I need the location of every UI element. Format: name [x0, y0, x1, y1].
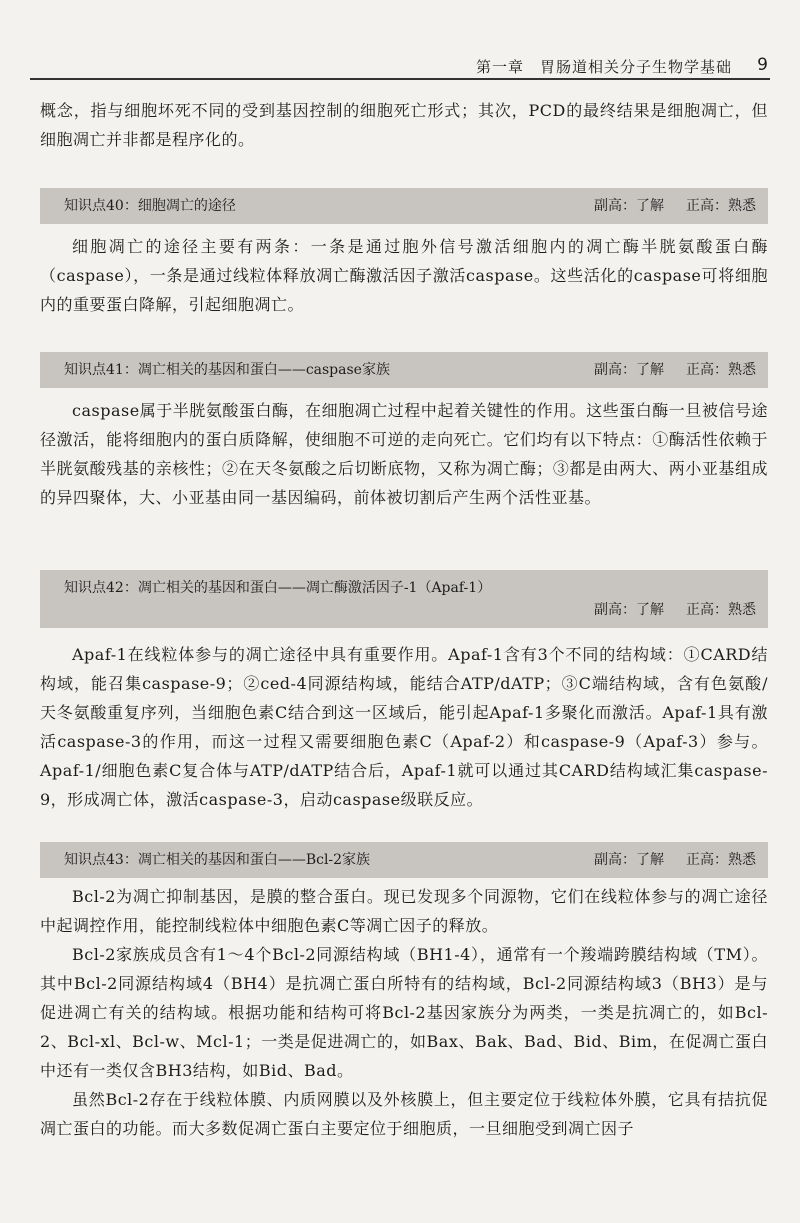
kp41-senior-label: 副高：了解	[594, 362, 664, 378]
kp42-full-label: 正高：熟悉	[686, 602, 756, 618]
kp40-body	[40, 232, 768, 319]
kp43-title: 知识点43：凋亡相关的基因和蛋白——Bcl-2家族	[64, 852, 371, 868]
knowledge-point-40-bar	[40, 188, 768, 224]
kp43-paragraph-2: Bcl-2家族成员含有1～4个Bcl-2同源结构域（BH1-4），通常有一个羧端跨膜结构域（TM）。其中Bcl-2同源结构域4（BH4）是抗凋亡蛋白所特有的结构域，Bcl-2同源结构域3（BH3）是与促进凋亡有关的结构域。根据功能和结构可将Bcl-2基因家族分为两类，一类是抗凋亡的，如Bcl-2、Bcl-xl、Bcl-w、Mcl-1；一类是促进凋亡的，如Bax、Bak、Bad、Bid、Bim，在促凋亡蛋白中还有一类仅含BH3结构，如Bid、Bad。	[40, 945, 768, 1080]
intro-section	[40, 96, 768, 154]
kp40-senior-label: 副高：了解	[594, 198, 664, 214]
page-number: 9	[757, 55, 768, 75]
knowledge-point-42-bar	[40, 570, 768, 628]
kp40-paragraph: 细胞凋亡的途径主要有两条：一条是通过胞外信号激活细胞内的凋亡酶半胱氨酸蛋白酶（caspase），一条是通过线粒体释放凋亡酶激活因子激活caspase。这些活化的caspase可将细胞内的重要蛋白降解，引起细胞凋亡。	[40, 237, 768, 314]
kp42-senior-label: 副高：了解	[594, 602, 664, 618]
kp41-paragraph: caspase属于半胱氨酸蛋白酶，在细胞凋亡过程中起着关键性的作用。这些蛋白酶一旦被信号途径激活，能将细胞内的蛋白质降解，使细胞不可逆的走向死亡。它们均有以下特点：①酶活性依赖于半胱氨酸残基的亲核性；②在天冬氨酸之后切断底物，又称为凋亡酶；③都是由两大、两小亚基组成的异四聚体，大、小亚基由同一基因编码，前体被切割后产生两个活性亚基。	[40, 401, 768, 507]
knowledge-point-41-bar	[40, 352, 768, 388]
kp43-paragraph-3: 虽然Bcl-2存在于线粒体膜、内质网膜以及外核膜上，但主要定位于线粒体外膜，它具有拮抗促凋亡蛋白的功能。而大多数促凋亡蛋白主要定位于细胞质，一旦细胞受到凋亡因子	[40, 1090, 768, 1138]
kp41-title: 知识点41：凋亡相关的基因和蛋白——caspase家族	[64, 362, 390, 378]
kp41-full-label: 正高：熟悉	[686, 362, 756, 378]
knowledge-point-43-bar	[40, 842, 768, 878]
kp40-title: 知识点40：细胞凋亡的途径	[64, 198, 236, 214]
kp42-body	[40, 640, 768, 814]
kp43-senior-label: 副高：了解	[594, 852, 664, 868]
kp43-paragraph-1: Bcl-2为凋亡抑制基因，是膜的整合蛋白。现已发现多个同源物，它们在线粒体参与的凋亡途径中起调控作用，能控制线粒体中细胞色素C等凋亡因子的释放。	[40, 887, 768, 935]
kp41-body	[40, 396, 768, 512]
kp42-paragraph: Apaf-1在线粒体参与的凋亡途径中具有重要作用。Apaf-1含有3个不同的结构域：①CARD结构域，能召集caspase-9；②ced-4同源结构域，能结合ATP/dATP；③C端结构域，含有色氨酸/天冬氨酸重复序列，当细胞色素C结合到这一区域后，能引起Apaf-1多聚化而激活。Apaf-1具有激活caspase-3的作用，而这一过程又需要细胞色素C（Apaf-2）和caspase-9（Apaf-3）参与。Apaf-1/细胞色素C复合体与ATP/dATP结合后，Apaf-1就可以通过其CARD结构域汇集caspase-9，形成凋亡体，激活caspase-3，启动caspase级联反应。	[40, 645, 768, 809]
running-header	[30, 56, 770, 80]
kp40-full-label: 正高：熟悉	[686, 198, 756, 214]
kp43-body	[40, 882, 768, 1143]
intro-paragraph: 概念，指与细胞坏死不同的受到基因控制的细胞死亡形式；其次，PCD的最终结果是细胞凋亡，但细胞凋亡并非都是程序化的。	[40, 101, 768, 149]
kp43-full-label: 正高：熟悉	[686, 852, 756, 868]
chapter-title: 第一章 胃肠道相关分子生物学基础	[475, 58, 732, 76]
kp42-title: 知识点42：凋亡相关的基因和蛋白——凋亡酶激活因子-1（Apaf-1）	[64, 580, 492, 596]
